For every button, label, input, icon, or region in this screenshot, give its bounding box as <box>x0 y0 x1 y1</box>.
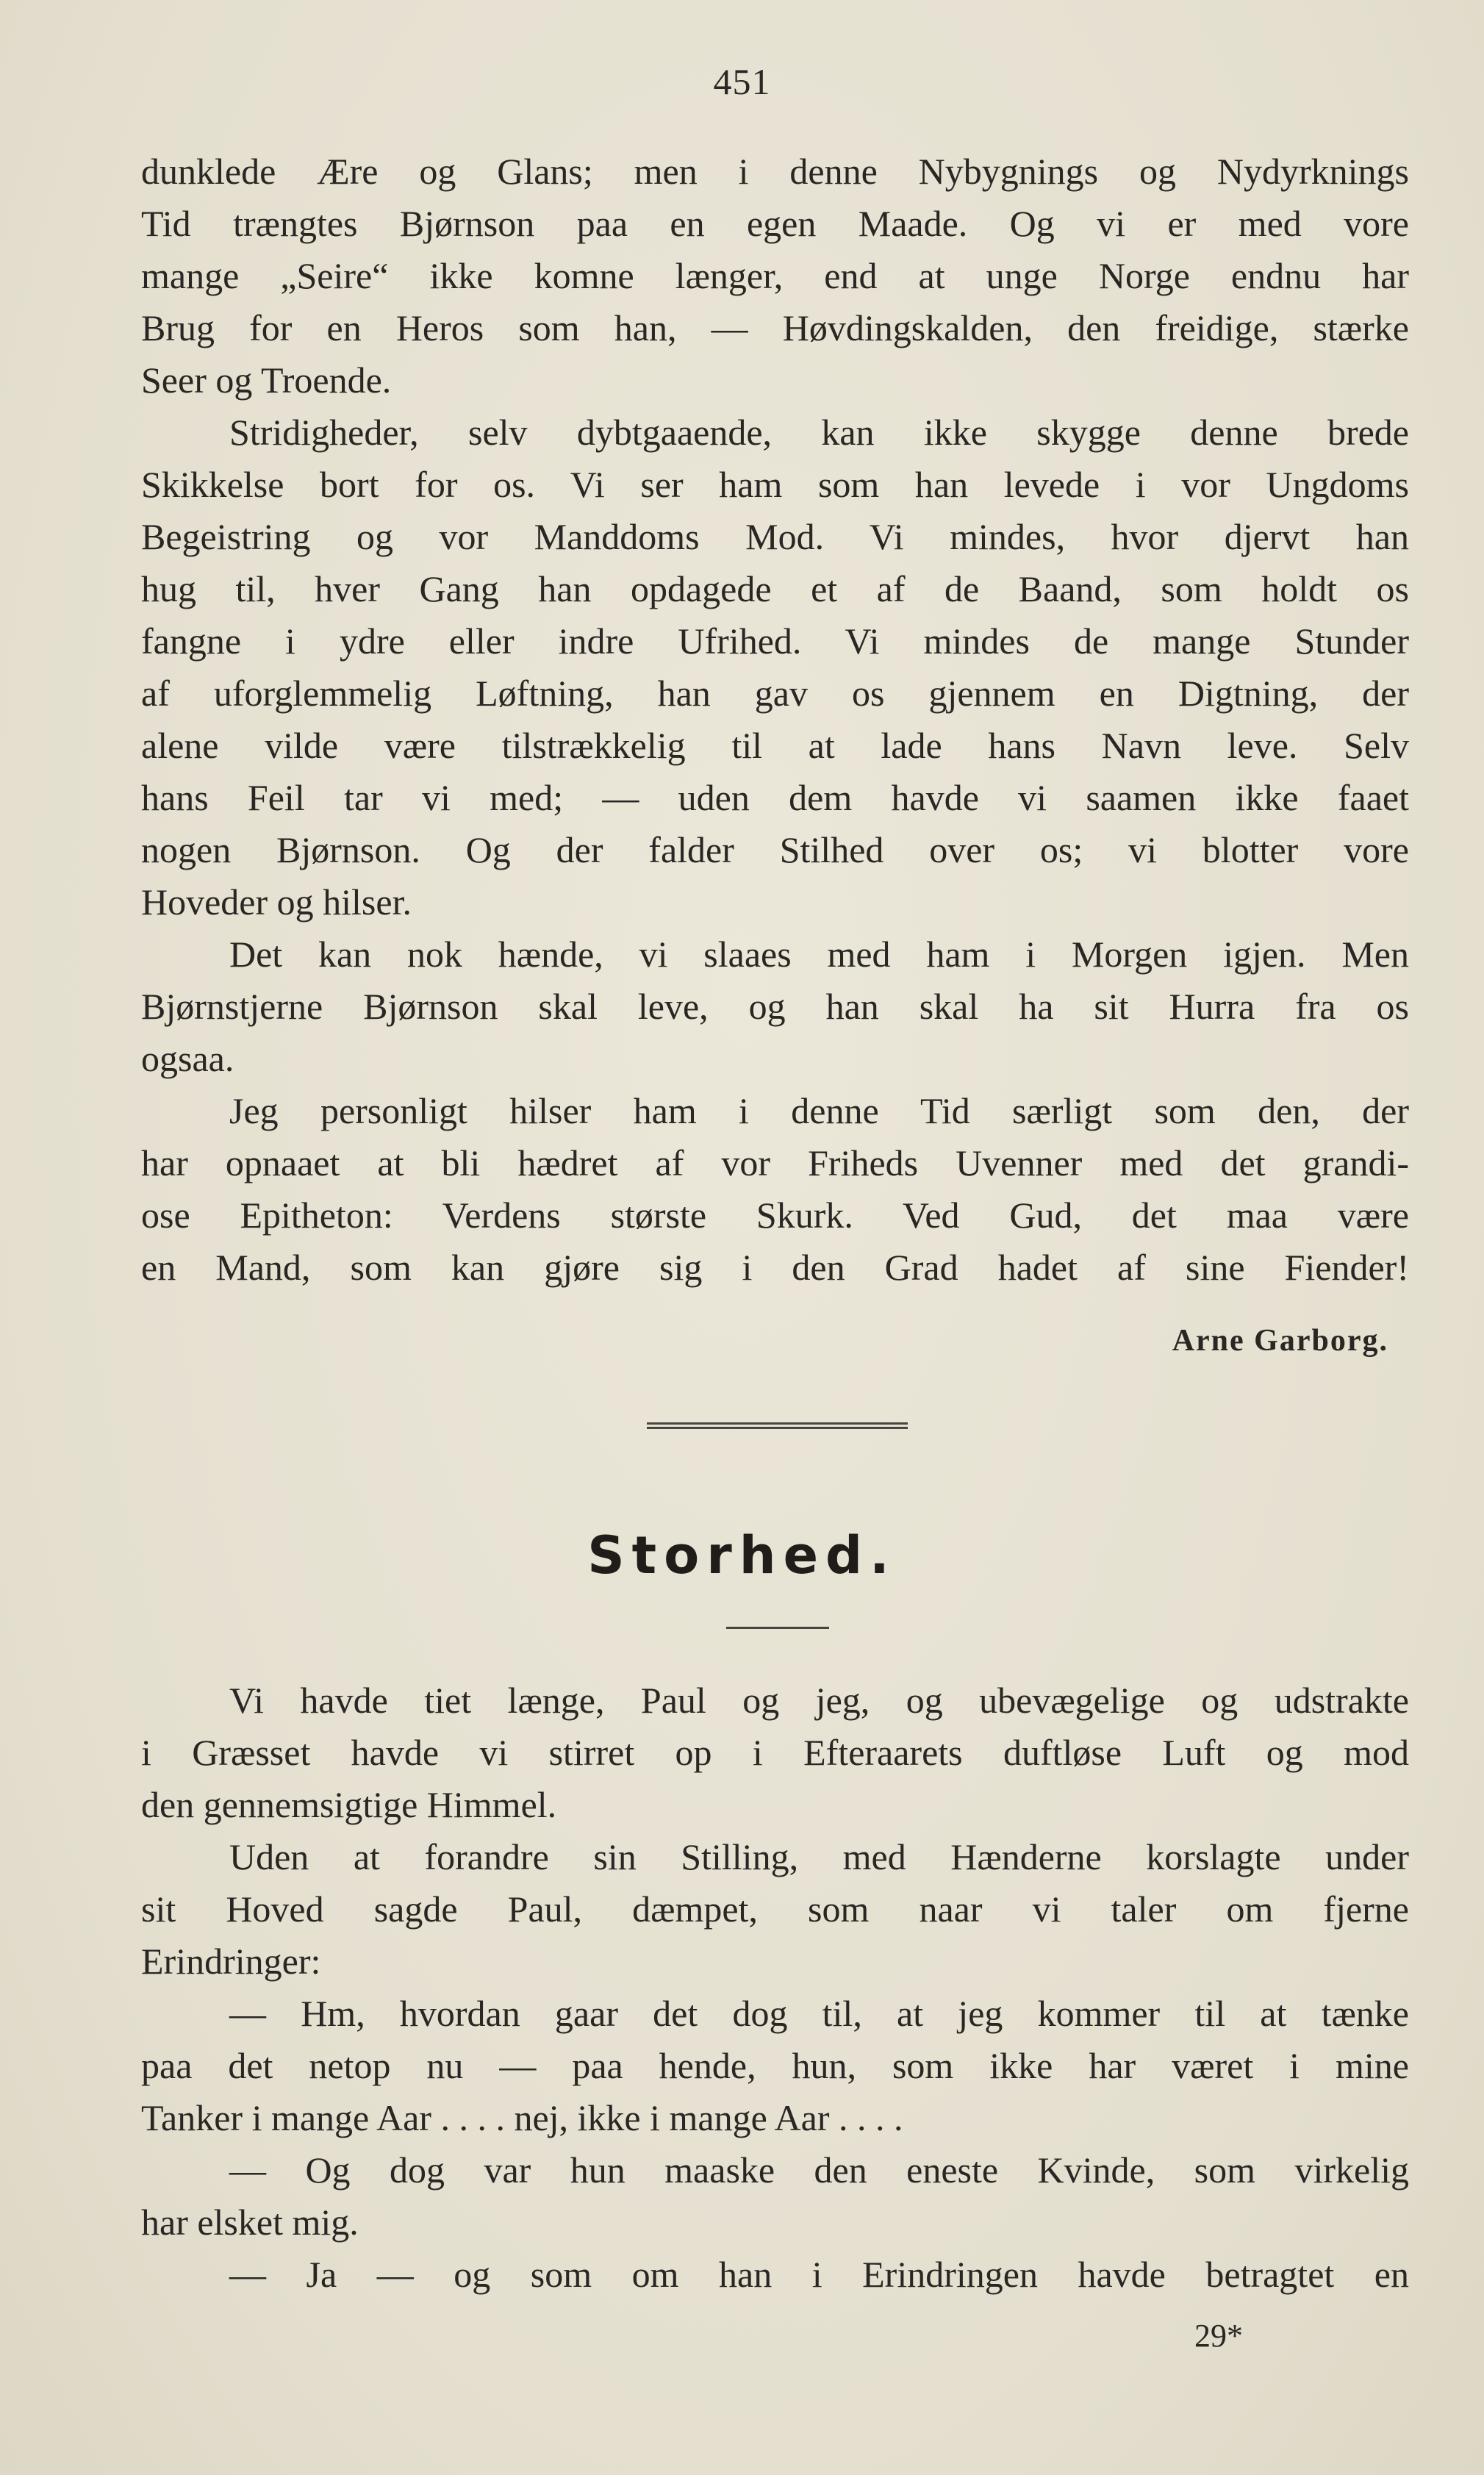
text-line: Stridigheder, selv dybtgaaende, kan ikke skygge denne brede <box>229 412 1409 453</box>
text-line: Hoveder og hilser. <box>141 881 412 923</box>
text-line: af uforglemmelig Løftning, han gav os gjennem en Digtning, der <box>141 673 1409 714</box>
text-line: Seer og Troende. <box>141 359 392 401</box>
signature-mark: 29* <box>1194 2318 1243 2354</box>
text-line: Skikkelse bort for os. Vi ser ham som han levede i vor Ungdoms <box>141 464 1409 505</box>
text-line: Uden at forandre sin Stilling, med Hænderne korslagte under <box>229 1836 1409 1877</box>
text-line: Begeistring og vor Manddoms Mod. Vi mindes, hvor djervt han <box>141 516 1409 557</box>
text-line: — Ja — og som om han i Erindringen havde betragtet en <box>229 2254 1409 2295</box>
text-line: har opnaaet at bli hædret af vor Friheds Uvenner med det grandi- <box>141 1142 1409 1183</box>
text-line: — Hm, hvordan gaar det dog til, at jeg kommer til at tænke <box>229 1993 1409 2034</box>
text-line: i Græsset havde vi stirret op i Efteraarets duftløse Luft og mod <box>141 1732 1409 1773</box>
text-line: Bjørnstjerne Bjørnson skal leve, og han skal ha sit Hurra fra os <box>141 986 1409 1027</box>
section-title: Storhed. <box>587 1525 897 1586</box>
text-line: Erindringer: <box>141 1941 321 1982</box>
text-line: Vi havde tiet længe, Paul og jeg, og ubevægelige og udstrakte <box>229 1680 1409 1721</box>
text-line: en Mand, som kan gjøre sig i den Grad hadet af sine Fiender! <box>141 1247 1409 1288</box>
text-line: Brug for en Heros som han, — Høvdingskalden, den freidige, stærke <box>141 307 1409 348</box>
text-line: Jeg personligt hilser ham i denne Tid særligt som den, der <box>229 1090 1409 1131</box>
text-line: paa det netop nu — paa hende, hun, som ikke har været i mine <box>141 2045 1409 2086</box>
text-line: — Og dog var hun maaske den eneste Kvinde, som virkelig <box>229 2149 1409 2191</box>
text-line: ose Epitheton: Verdens største Skurk. Ved Gud, det maa være <box>141 1194 1409 1236</box>
story-text <box>141 1675 1409 2301</box>
text-line: har elsket mig. <box>141 2202 359 2243</box>
text-line: ogsaa. <box>141 1038 234 1079</box>
section-divider <box>647 1422 908 1429</box>
text-line: dunklede Ære og Glans; men i denne Nybygnings og Nydyrknings <box>141 151 1409 192</box>
essay-text <box>141 146 1409 1294</box>
text-line: Tanker i mange Aar . . . . nej, ikke i mange Aar . . . . <box>141 2097 903 2138</box>
text-line: nogen Bjørnson. Og der falder Stilhed over os; vi blotter vore <box>141 829 1409 870</box>
author-signature: Arne Garborg. <box>1172 1324 1388 1358</box>
text-line: Tid trængtes Bjørnson paa en egen Maade. Og vi er med vore <box>141 203 1409 244</box>
text-line: mange „Seire“ ikke komne længer, end at unge Norge endnu har <box>141 255 1409 296</box>
text-line: hans Feil tar vi med; — uden dem havde vi saamen ikke faaet <box>141 777 1409 818</box>
title-rule <box>726 1627 829 1629</box>
text-line: den gennemsigtige Himmel. <box>141 1784 557 1825</box>
text-line: fangne i ydre eller indre Ufrihed. Vi mindes de mange Stunder <box>141 620 1409 662</box>
text-line: alene vilde være tilstrækkelig til at lade hans Navn leve. Selv <box>141 725 1409 766</box>
text-line: Det kan nok hænde, vi slaaes med ham i Morgen igjen. Men <box>229 934 1409 975</box>
text-line: hug til, hver Gang han opdagede et af de Baand, som holdt os <box>141 568 1409 609</box>
text-line: sit Hoved sagde Paul, dæmpet, som naar vi taler om fjerne <box>141 1888 1409 1930</box>
page-number: 451 <box>713 61 771 102</box>
